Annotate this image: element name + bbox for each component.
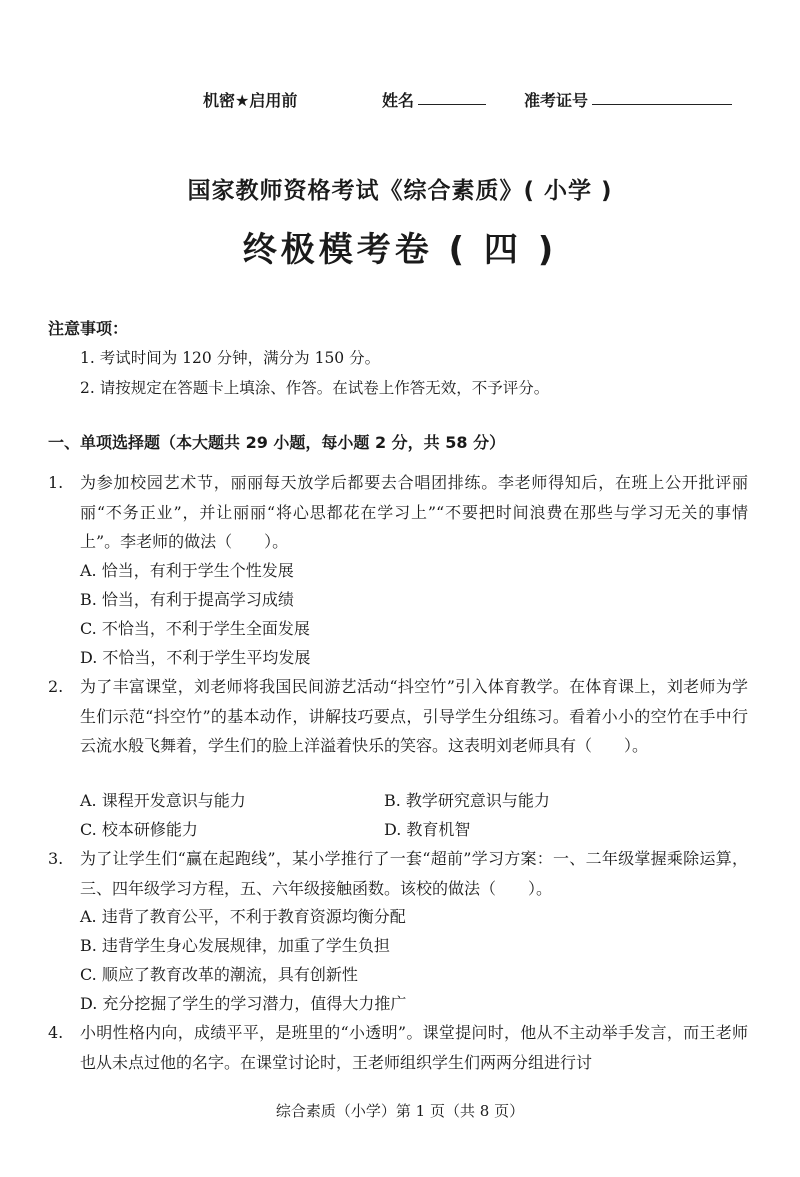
option-c: C. 顺应了教育改革的潮流，具有创新性 <box>80 965 358 984</box>
question-number: 2. <box>48 677 64 696</box>
notice-heading: 注意事项： <box>48 319 129 338</box>
notice-item: 1. 考试时间为 120 分钟，满分为 150 分。 <box>80 349 381 367</box>
question-stem: 为了让学生们“赢在起跑线”，某小学推行了一套“超前”学习方案：一、二年级掌握乘除运算，三、四年级学习方程，五、六年级接触函数。该校的做法（ ）。 <box>80 849 748 898</box>
confidential-label: 机密★启用前 <box>203 91 298 110</box>
option-a: A. 课程开发意识与能力 <box>80 791 246 810</box>
option-b: B. 教学研究意识与能力 <box>384 791 550 810</box>
page-footer: 综合素质（小学）第 1 页（共 8 页） <box>275 1102 525 1120</box>
question-4 <box>48 1018 748 1077</box>
question-number: 4. <box>48 1023 64 1042</box>
notice-item: 2. 请按规定在答题卡上填涂、作答。在试卷上作答无效，不予评分。 <box>80 379 550 397</box>
admission-blank <box>592 88 732 105</box>
option-d: D. 不恰当，不利于学生平均发展 <box>80 648 311 667</box>
option-b: B. 恰当，有利于提高学习成绩 <box>80 590 294 609</box>
name-blank <box>418 88 486 105</box>
question-1 <box>48 468 748 557</box>
question-stem: 为了丰富课堂，刘老师将我国民间游艺活动“抖空竹”引入体育教学。在体育课上，刘老师为学生们示范“抖空竹”的基本动作，讲解技巧要点，引导学生分组练习。看着小小的空竹在手中行云流水般飞舞着，学生们的脸上洋溢着快乐的笑容。这表明刘老师具有（ ）。 <box>80 677 748 755</box>
option-b: B. 违背学生身心发展规律，加重了学生负担 <box>80 936 390 955</box>
name-label: 姓名 <box>382 91 415 110</box>
exam-subject-title: 国家教师资格考试《综合素质》( 小学 ) <box>187 178 613 204</box>
exam-paper-title: 终极模考卷 ( 四 ) <box>242 230 558 270</box>
option-c: C. 不恰当，不利于学生全面发展 <box>80 619 310 638</box>
question-number: 1. <box>48 473 64 492</box>
question-2 <box>48 672 748 761</box>
name-field <box>382 88 414 111</box>
option-a: A. 违背了教育公平，不利于教育资源均衡分配 <box>80 907 406 926</box>
option-d: D. 教育机智 <box>384 820 471 839</box>
option-d: D. 充分挖掘了学生的学习潜力，值得大力推广 <box>80 994 407 1013</box>
exam-header <box>0 88 800 114</box>
admission-label: 准考证号 <box>524 91 589 110</box>
question-number: 3. <box>48 849 64 868</box>
question-3 <box>48 844 748 903</box>
section-heading: 一、单项选择题（本大题共 29 小题，每小题 2 分，共 58 分） <box>48 433 506 452</box>
option-c: C. 校本研修能力 <box>80 820 198 839</box>
question-stem: 小明性格内向，成绩平平，是班里的“小透明”。课堂提问时，他从不主动举手发言，而王老师也从未点过他的名字。在课堂讨论时，王老师组织学生们两两分组进行讨 <box>80 1023 748 1072</box>
question-stem: 为参加校园艺术节，丽丽每天放学后都要去合唱团排练。李老师得知后，在班上公开批评丽丽“不务正业”，并让丽丽“将心思都花在学习上”“不要把时间浪费在那些与学习无关的事情上”。李老师的做法（ ）。 <box>80 473 748 551</box>
admission-field <box>524 88 588 111</box>
option-a: A. 恰当，有利于学生个性发展 <box>80 561 294 580</box>
